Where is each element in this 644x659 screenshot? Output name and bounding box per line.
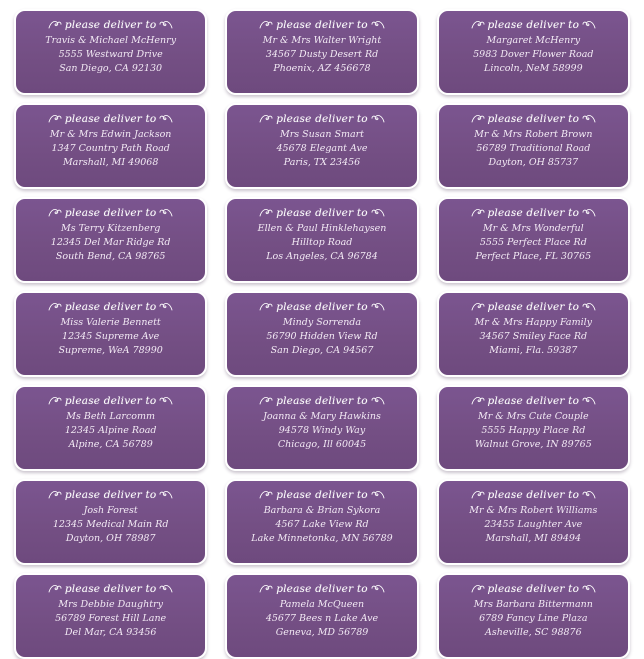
- flourish-swirl-right-icon: [371, 301, 385, 313]
- address-line: Paris, TX 23456: [283, 157, 361, 168]
- address-line: 5555 Perfect Place Rd: [479, 237, 587, 248]
- address-line: Phoenix, AZ 456678: [273, 63, 371, 74]
- label-heading: [439, 299, 628, 314]
- flourish-swirl-left-icon: [259, 113, 273, 125]
- address-line: 94578 Windy Way: [278, 425, 366, 436]
- flourish-swirl-left-icon: [259, 489, 273, 501]
- address-block: [227, 317, 416, 357]
- flourish-swirl-right-icon: [371, 489, 385, 501]
- label-heading: [16, 111, 205, 126]
- flourish-swirl-left-icon: [48, 113, 62, 125]
- flourish-swirl-left-icon: [471, 113, 485, 125]
- address-label: [225, 103, 418, 189]
- flourish-swirl-left-icon: [259, 19, 273, 31]
- address-line: Mrs Susan Smart: [279, 129, 364, 140]
- address-line: Mr & Mrs Wonderful: [482, 223, 584, 234]
- heading-text: please deliver to: [64, 488, 157, 501]
- address-line: Del Mar, CA 93456: [64, 627, 157, 638]
- heading-text: please deliver to: [487, 488, 580, 501]
- address-line: 45677 Bees n Lake Ave: [265, 613, 379, 624]
- address-line: Mr & Mrs Happy Family: [474, 317, 593, 328]
- address-line: Mrs Debbie Daughtry: [58, 599, 163, 610]
- address-block: [439, 35, 628, 75]
- address-line: Josh Forest: [83, 505, 138, 516]
- heading-text: please deliver to: [487, 394, 580, 407]
- heading-text: please deliver to: [276, 488, 368, 501]
- flourish-swirl-right-icon: [159, 489, 173, 501]
- heading-text: please deliver to: [487, 18, 580, 31]
- address-block: [227, 35, 416, 75]
- flourish-swirl-left-icon: [471, 395, 485, 407]
- flourish-swirl-right-icon: [582, 207, 596, 219]
- address-line: South Bend, CA 98765: [55, 251, 166, 262]
- address-line: Hilltop Road: [291, 237, 353, 248]
- address-label: [437, 197, 630, 283]
- heading-text: please deliver to: [276, 206, 368, 219]
- address-label: [437, 103, 630, 189]
- address-line: Dayton, OH 85737: [488, 157, 579, 168]
- address-line: Miami, Fla. 59387: [489, 345, 578, 356]
- flourish-swirl-left-icon: [48, 207, 62, 219]
- flourish-swirl-right-icon: [371, 19, 385, 31]
- address-line: 12345 Alpine Road: [64, 425, 157, 436]
- flourish-swirl-right-icon: [159, 301, 173, 313]
- address-label: [14, 103, 207, 189]
- address-line: Chicago, Ill 60045: [277, 439, 367, 450]
- label-heading: [439, 581, 628, 596]
- address-line: Asheville, SC 98876: [485, 627, 582, 638]
- address-label: [225, 573, 418, 659]
- flourish-swirl-left-icon: [259, 583, 273, 595]
- address-label: [437, 573, 630, 659]
- address-line: Mr & Mrs Robert Williams: [469, 505, 598, 516]
- address-line: Mindy Sorrenda: [282, 317, 362, 328]
- address-line: Dayton, OH 78987: [65, 533, 156, 544]
- address-line: Walnut Grove, IN 89765: [474, 439, 592, 450]
- address-block: [16, 317, 205, 357]
- address-label: [225, 291, 418, 377]
- address-line: 12345 Del Mar Ridge Rd: [50, 237, 171, 248]
- heading-text: please deliver to: [276, 112, 368, 125]
- address-line: Mr & Mrs Cute Couple: [478, 411, 589, 422]
- address-line: Mr & Mrs Robert Brown: [474, 129, 593, 140]
- flourish-swirl-left-icon: [48, 395, 62, 407]
- flourish-swirl-right-icon: [582, 113, 596, 125]
- flourish-swirl-right-icon: [159, 113, 173, 125]
- address-line: Mr & Mrs Edwin Jackson: [49, 129, 172, 140]
- address-line: Alpine, CA 56789: [68, 439, 153, 450]
- flourish-swirl-right-icon: [159, 19, 173, 31]
- label-heading: [16, 393, 205, 408]
- label-heading: [227, 299, 416, 314]
- flourish-swirl-right-icon: [159, 583, 173, 595]
- flourish-swirl-right-icon: [159, 395, 173, 407]
- address-block: [16, 599, 205, 639]
- address-line: Joanna & Mary Hawkins: [263, 411, 381, 422]
- address-label: [437, 385, 630, 471]
- address-block: [439, 599, 628, 639]
- address-line: 34567 Dusty Desert Rd: [265, 49, 379, 60]
- heading-text: please deliver to: [487, 582, 580, 595]
- address-line: 5555 Westward Drive: [58, 49, 163, 60]
- address-line: Lincoln, NeM 58999: [484, 63, 583, 74]
- address-line: Marshall, MI 89494: [485, 533, 582, 544]
- address-line: Mr & Mrs Walter Wright: [262, 35, 382, 46]
- flourish-swirl-right-icon: [371, 583, 385, 595]
- flourish-swirl-right-icon: [159, 207, 173, 219]
- address-line: San Diego, CA 92130: [59, 63, 163, 74]
- address-line: Geneva, MD 56789: [275, 627, 369, 638]
- address-label: [437, 291, 630, 377]
- address-line: 23455 Laughter Ave: [484, 519, 583, 530]
- address-block: [439, 223, 628, 263]
- address-label: [14, 479, 207, 565]
- label-heading: [16, 581, 205, 596]
- address-line: Ms Terry Kitzenberg: [60, 223, 161, 234]
- address-line: 5555 Happy Place Rd: [481, 425, 586, 436]
- address-label: [14, 291, 207, 377]
- address-block: [439, 129, 628, 169]
- address-line: Miss Valerie Bennett: [60, 317, 161, 328]
- address-block: [227, 599, 416, 639]
- address-line: 34567 Smiley Face Rd: [479, 331, 588, 342]
- label-heading: [439, 205, 628, 220]
- address-block: [439, 505, 628, 545]
- address-line: Mrs Barbara Bittermann: [473, 599, 593, 610]
- flourish-swirl-left-icon: [259, 395, 273, 407]
- heading-text: please deliver to: [487, 300, 580, 313]
- label-heading: [227, 487, 416, 502]
- address-label: [225, 479, 418, 565]
- address-line: Travis & Michael McHenry: [45, 35, 177, 46]
- flourish-swirl-left-icon: [48, 301, 62, 313]
- address-line: 1347 Country Path Road: [51, 143, 170, 154]
- flourish-swirl-right-icon: [582, 19, 596, 31]
- label-heading: [227, 205, 416, 220]
- flourish-swirl-left-icon: [259, 301, 273, 313]
- address-block: [227, 411, 416, 451]
- label-heading: [227, 17, 416, 32]
- flourish-swirl-left-icon: [48, 583, 62, 595]
- address-line: Lake Minnetonka, MN 56789: [251, 533, 393, 544]
- address-line: 6789 Fancy Line Plaza: [479, 613, 588, 624]
- address-line: 56789 Forest Hill Lane: [55, 613, 167, 624]
- address-label: [225, 197, 418, 283]
- heading-text: please deliver to: [64, 18, 157, 31]
- address-line: Marshall, MI 49068: [62, 157, 159, 168]
- label-heading: [439, 17, 628, 32]
- heading-text: please deliver to: [276, 18, 368, 31]
- label-heading: [16, 299, 205, 314]
- address-line: San Diego, CA 94567: [270, 345, 374, 356]
- address-block: [16, 35, 205, 75]
- address-block: [227, 129, 416, 169]
- address-line: Pamela McQueen: [279, 599, 365, 610]
- address-label: [14, 197, 207, 283]
- label-heading: [227, 581, 416, 596]
- flourish-swirl-left-icon: [471, 489, 485, 501]
- address-block: [227, 223, 416, 263]
- label-heading: [439, 393, 628, 408]
- address-line: 56789 Traditional Road: [476, 143, 591, 154]
- label-heading: [227, 393, 416, 408]
- address-line: Perfect Place, FL 30765: [475, 251, 592, 262]
- address-block: [16, 129, 205, 169]
- flourish-swirl-right-icon: [582, 301, 596, 313]
- address-line: Supreme, WeA 78990: [58, 345, 163, 356]
- address-line: Margaret McHenry: [486, 35, 581, 46]
- flourish-swirl-right-icon: [582, 489, 596, 501]
- heading-text: please deliver to: [64, 582, 157, 595]
- address-block: [227, 505, 416, 545]
- heading-text: please deliver to: [64, 206, 157, 219]
- address-line: Barbara & Brian Sykora: [263, 505, 381, 516]
- address-block: [439, 411, 628, 451]
- heading-text: please deliver to: [276, 300, 368, 313]
- address-line: 56790 Hidden View Rd: [266, 331, 378, 342]
- flourish-swirl-left-icon: [48, 19, 62, 31]
- address-label: [225, 9, 418, 95]
- heading-text: please deliver to: [276, 394, 368, 407]
- address-label: [14, 9, 207, 95]
- address-label: [437, 479, 630, 565]
- flourish-swirl-left-icon: [471, 583, 485, 595]
- flourish-swirl-right-icon: [582, 583, 596, 595]
- address-label: [14, 573, 207, 659]
- flourish-swirl-left-icon: [471, 301, 485, 313]
- address-label: [14, 385, 207, 471]
- flourish-swirl-left-icon: [471, 207, 485, 219]
- label-heading: [439, 111, 628, 126]
- address-block: [16, 223, 205, 263]
- address-line: Ellen & Paul Hinklehaysen: [257, 223, 387, 234]
- heading-text: please deliver to: [64, 112, 157, 125]
- address-line: 45678 Elegant Ave: [276, 143, 368, 154]
- flourish-swirl-left-icon: [259, 207, 273, 219]
- address-line: 4567 Lake View Rd: [275, 519, 369, 530]
- address-line: 12345 Medical Main Rd: [52, 519, 169, 530]
- flourish-swirl-right-icon: [371, 113, 385, 125]
- label-heading: [227, 111, 416, 126]
- heading-text: please deliver to: [276, 582, 368, 595]
- address-block: [16, 411, 205, 451]
- address-label: [437, 9, 630, 95]
- flourish-swirl-right-icon: [582, 395, 596, 407]
- address-line: Los Angeles, CA 96784: [266, 251, 378, 262]
- address-line: 5983 Dover Flower Road: [473, 49, 594, 60]
- heading-text: please deliver to: [64, 394, 157, 407]
- address-line: 12345 Supreme Ave: [62, 331, 160, 342]
- flourish-swirl-left-icon: [471, 19, 485, 31]
- label-heading: [16, 205, 205, 220]
- heading-text: please deliver to: [64, 300, 157, 313]
- address-label: [225, 385, 418, 471]
- flourish-swirl-right-icon: [371, 395, 385, 407]
- heading-text: please deliver to: [487, 206, 580, 219]
- heading-text: please deliver to: [487, 112, 580, 125]
- flourish-swirl-right-icon: [371, 207, 385, 219]
- address-block: [439, 317, 628, 357]
- flourish-swirl-left-icon: [48, 489, 62, 501]
- label-heading: [16, 17, 205, 32]
- label-heading: [16, 487, 205, 502]
- address-line: Ms Beth Larcomm: [66, 411, 156, 422]
- label-heading: [439, 487, 628, 502]
- address-block: [16, 505, 205, 545]
